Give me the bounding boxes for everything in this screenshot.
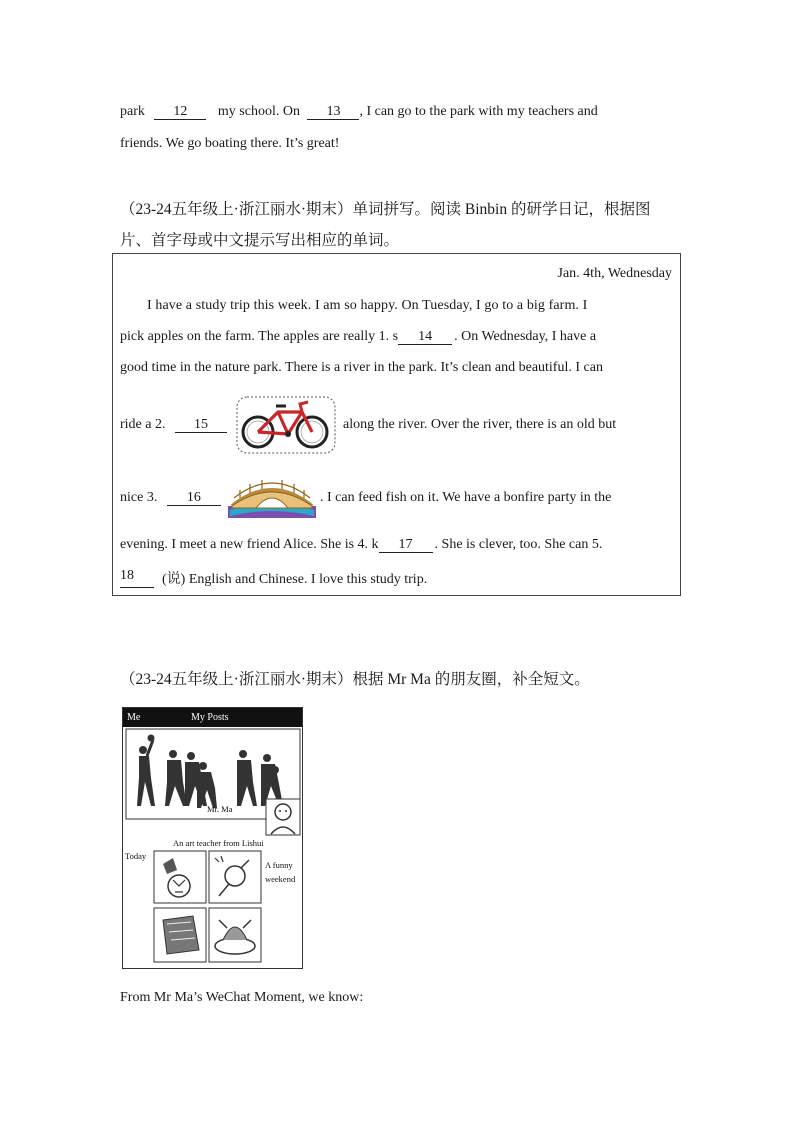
text: pick apples on the farm. The apples are really 1. s — [120, 329, 399, 344]
activity-pictures-icon — [153, 850, 263, 965]
posts-header — [123, 708, 302, 727]
question-instruction — [120, 228, 399, 250]
blank-17[interactable]: 17 — [379, 537, 433, 553]
bicycle-icon — [236, 396, 336, 454]
diary-line — [120, 417, 227, 433]
text: evening. I meet a new friend Alice. She is 4. k — [120, 537, 379, 552]
text-line — [120, 990, 363, 1006]
text: park — [120, 104, 145, 119]
funny-label-1: A funny — [265, 860, 293, 870]
text-line — [120, 136, 339, 152]
blank-13[interactable]: 13 — [307, 104, 359, 120]
text: . I can feed fish on it. We have a bonfire party in the — [320, 490, 612, 505]
diary-line — [147, 298, 672, 314]
funny-label-2: weekend — [265, 874, 296, 884]
diary-line — [120, 490, 221, 506]
instruction-text: （23-24五年级上·浙江丽水·期末）单词拼写。阅读 Binbin 的研学日记，根据图 — [120, 201, 651, 218]
avatar — [265, 798, 301, 836]
text: nice 3. — [120, 490, 158, 505]
text: along the river. Over the river, there is an old but — [343, 417, 617, 432]
today-label: Today — [125, 851, 147, 861]
text: . On Wednesday, I have a — [454, 329, 597, 344]
bridge-icon — [226, 476, 318, 520]
instruction-text: 片、首字母或中文提示写出相应的单词。 — [120, 232, 400, 249]
blank-16[interactable]: 16 — [167, 490, 221, 506]
text: , I can go to the park with my teachers and — [359, 104, 598, 119]
text: I have a study trip this week. I am so happy. On Tuesday, I go to a big farm. I — [147, 298, 588, 313]
diary-line — [120, 537, 672, 553]
diary-line — [120, 360, 672, 376]
subtitle-label: An art teacher from Lishui — [173, 838, 264, 848]
posts-title: My Posts — [191, 712, 229, 723]
text: my school. On — [217, 104, 300, 119]
blank-18[interactable]: 18 — [120, 568, 154, 588]
diary-line — [120, 568, 672, 588]
text: From Mr Ma’s WeChat Moment, we know: — [120, 990, 364, 1005]
blank-15[interactable]: 15 — [175, 417, 227, 433]
wechat-posts-image — [122, 707, 303, 969]
text: friends. We go boating there. It’s great! — [120, 136, 340, 151]
question-instruction — [120, 667, 590, 689]
text: . She is clever, too. She can 5. — [434, 537, 603, 552]
blank-14[interactable]: 14 — [398, 329, 452, 345]
question-instruction — [120, 197, 650, 219]
me-label: Me — [127, 712, 141, 723]
instruction-text: （23-24五年级上·浙江丽水·期末）根据 Mr Ma 的朋友圈，补全短文。 — [120, 671, 590, 688]
text: good time in the nature park. There is a river in the park. It’s clean and beautiful. I can — [120, 360, 603, 375]
name-label: Mr. Ma — [207, 804, 233, 814]
diary-date: Jan. 4th, Wednesday — [557, 266, 672, 281]
text: ride a 2. — [120, 417, 166, 432]
blank-12[interactable]: 12 — [154, 104, 206, 120]
diary-line — [320, 490, 665, 506]
text-line — [120, 104, 598, 120]
diary-line — [120, 329, 672, 345]
text: (说) English and Chinese. I love this study trip. — [162, 572, 428, 587]
diary-line — [343, 417, 672, 433]
